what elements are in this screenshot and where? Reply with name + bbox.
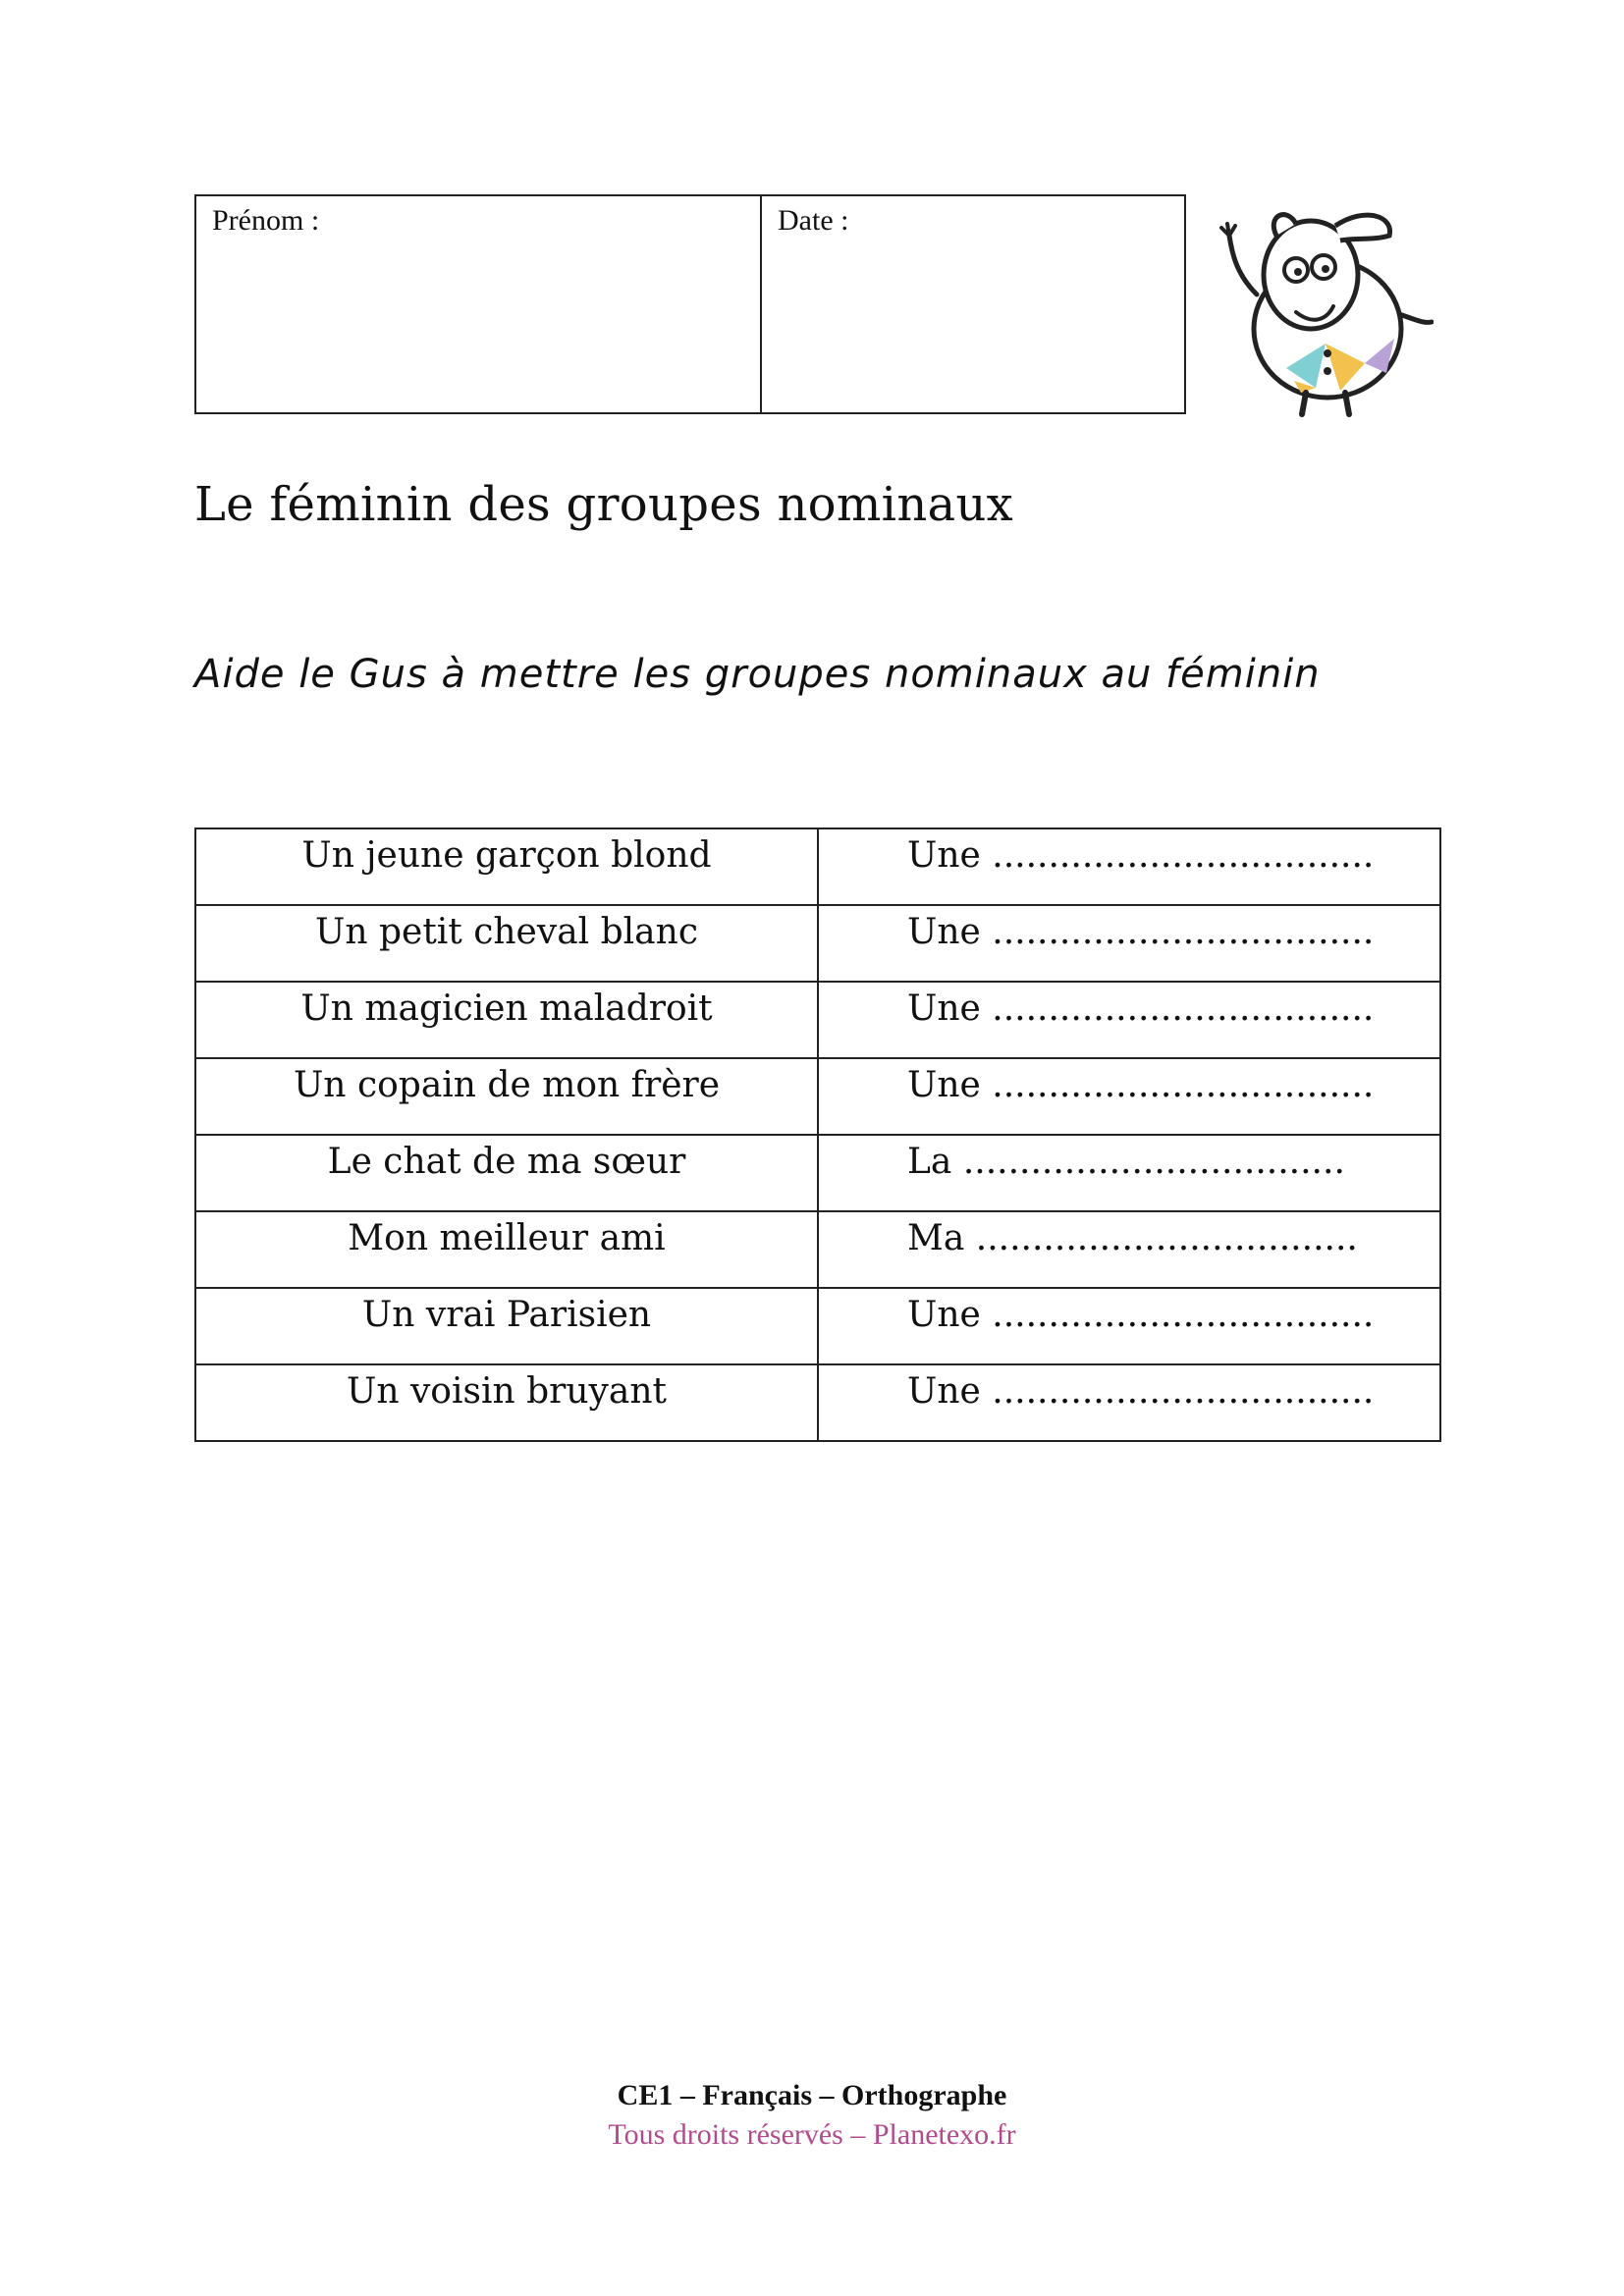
table-row [195, 905, 1440, 982]
table-row [195, 1058, 1440, 1135]
table-row [195, 1211, 1440, 1288]
sheep-mascot-icon [1218, 196, 1434, 422]
feminine-answer-cell[interactable]: Une .................................. [818, 1288, 1440, 1364]
feminine-answer-cell[interactable]: Une .................................. [818, 1058, 1440, 1135]
masculine-cell: Un magicien maladroit [195, 982, 818, 1058]
prenom-label: Prénom : [212, 204, 320, 237]
table-row [195, 1288, 1440, 1364]
masculine-cell: Mon meilleur ami [195, 1211, 818, 1288]
table-row [195, 828, 1440, 905]
feminine-answer-cell[interactable]: Une .................................. [818, 905, 1440, 982]
table-row [195, 982, 1440, 1058]
masculine-cell: Un voisin bruyant [195, 1364, 818, 1441]
footer-copyright: Tous droits réservés – Planetexo.fr [608, 2118, 1016, 2151]
feminine-answer-cell[interactable]: Une .................................. [818, 982, 1440, 1058]
date-label: Date : [778, 204, 849, 237]
feminine-answer-cell[interactable]: La .................................. [818, 1135, 1440, 1211]
masculine-cell: Le chat de ma sœur [195, 1135, 818, 1211]
date-field[interactable] [762, 196, 1184, 412]
footer-subject: CE1 – Français – Orthographe [617, 2079, 1007, 2111]
exercise-table [194, 828, 1441, 1442]
table-row [195, 1364, 1440, 1441]
table-row [195, 1135, 1440, 1211]
feminine-answer-cell[interactable]: Ma .................................. [818, 1211, 1440, 1288]
masculine-cell: Un petit cheval blanc [195, 905, 818, 982]
student-info-box [194, 194, 1186, 414]
feminine-answer-cell[interactable]: Une .................................. [818, 828, 1440, 905]
masculine-cell: Un copain de mon frère [195, 1058, 818, 1135]
exercise-instruction: Aide le Gus à mettre les groupes nominaux au féminin [194, 652, 1321, 697]
prenom-field[interactable] [196, 196, 762, 412]
page-title: Le féminin des groupes nominaux [194, 477, 1014, 532]
masculine-cell: Un vrai Parisien [195, 1288, 818, 1364]
masculine-cell: Un jeune garçon blond [195, 828, 818, 905]
feminine-answer-cell[interactable]: Une .................................. [818, 1364, 1440, 1441]
